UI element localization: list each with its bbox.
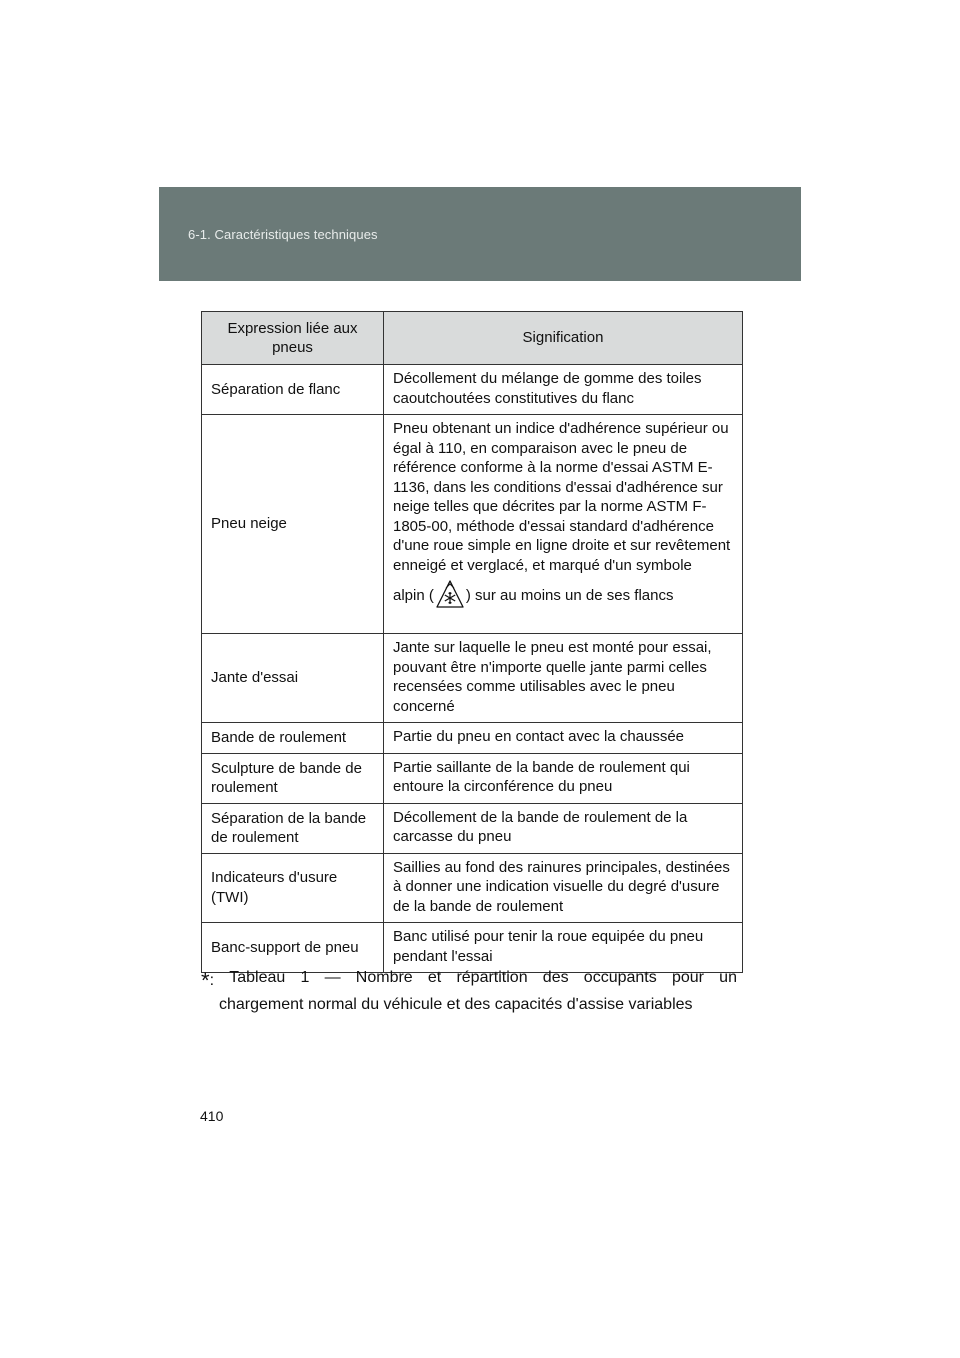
footnote-lead (201, 966, 214, 993)
table-row (202, 415, 743, 634)
footnote-line-2: chargement normal du véhicule et des capacités d'assise variables (219, 996, 693, 1013)
definition-cell (384, 415, 743, 634)
definition-cell: Décollement du mélange de gomme des toiles caoutchoutées constitutives du flanc (384, 365, 743, 415)
section-header-band (159, 187, 801, 281)
footnote-word: répartition (456, 969, 528, 986)
section-title: 6-1. Caractéristiques techniques (188, 227, 378, 242)
definition-cell: Partie du pneu en contact avec la chaussée (384, 723, 743, 754)
alpine-snowflake-icon (435, 579, 465, 609)
term-cell: Séparation de flanc (202, 365, 384, 415)
footnote-word: un (719, 969, 737, 986)
table-header-row (202, 312, 743, 365)
table-row (202, 853, 743, 923)
table-row (202, 723, 743, 754)
tire-terms-table (201, 311, 743, 973)
table-row (202, 753, 743, 803)
definition-cell: Saillies au fond des rainures principales, destinées à donner une indication visuelle du degré d'usure de la bande de roulement (384, 853, 743, 923)
table-row (202, 634, 743, 723)
definition-cell: Partie saillante de la bande de roulement qui entoure la circonférence du pneu (384, 753, 743, 803)
footnote-word: occupants (583, 969, 657, 986)
column-header-term: Expression liée aux pneus (202, 312, 384, 365)
table-row (202, 923, 743, 973)
footnote-word: : (209, 972, 215, 989)
column-header-meaning: Signification (384, 312, 743, 365)
term-cell: Séparation de la bande de roulement (202, 803, 384, 853)
definition-cell: Banc utilisé pour tenir la roue equipée du pneu pendant l'essai (384, 923, 743, 973)
footnote-word: et (427, 969, 442, 986)
page-number: 410 (200, 1108, 224, 1124)
definition-cell: Jante sur laquelle le pneu est monté pour essai, pouvant être n'importe quelle jante parmi celles recensées comme utilisables avec le pneu concerné (384, 634, 743, 723)
table-footnote (201, 966, 737, 1017)
definition-ending (393, 579, 673, 609)
term-cell: Jante d'essai (202, 634, 384, 723)
definition-text: Pneu obtenant un indice d'adhérence supérieur ou égal à 110, en comparaison avec le pneu de référence conforme à la norme d'essai ASTM E-1136, dans les conditions d'essai d'adhérence sur neige telles que décrites par la norme ASTM F-1805-00, méthode d'essai standard d'adhérence d'une roue simple en ligne droite et sur revêtement enneigé et verglacé, et marqué d'un symbole (393, 420, 731, 574)
table-row (202, 365, 743, 415)
footnote-word: Tableau (229, 969, 286, 986)
definition-cell: Décollement de la bande de roulement de la carcasse du pneu (384, 803, 743, 853)
footnote-word: — (324, 969, 341, 986)
footnote-marker: * (201, 968, 210, 993)
table-row (202, 803, 743, 853)
term-cell: Sculpture de bande de roulement (202, 753, 384, 803)
footnote-word: des (542, 969, 569, 986)
term-cell: Banc-support de pneu (202, 923, 384, 973)
term-cell: Pneu neige (202, 415, 384, 634)
footnote-word: pour (671, 969, 704, 986)
term-cell: Bande de roulement (202, 723, 384, 754)
term-cell: Indicateurs d'usure (TWI) (202, 853, 384, 923)
footnote-line-1 (201, 966, 737, 993)
footnote-word: Nombre (355, 969, 413, 986)
footnote-word: 1 (300, 969, 310, 986)
definition-end-after: ) sur au moins un de ses flancs (465, 587, 674, 604)
definition-end-before: alpin ( (393, 587, 434, 604)
